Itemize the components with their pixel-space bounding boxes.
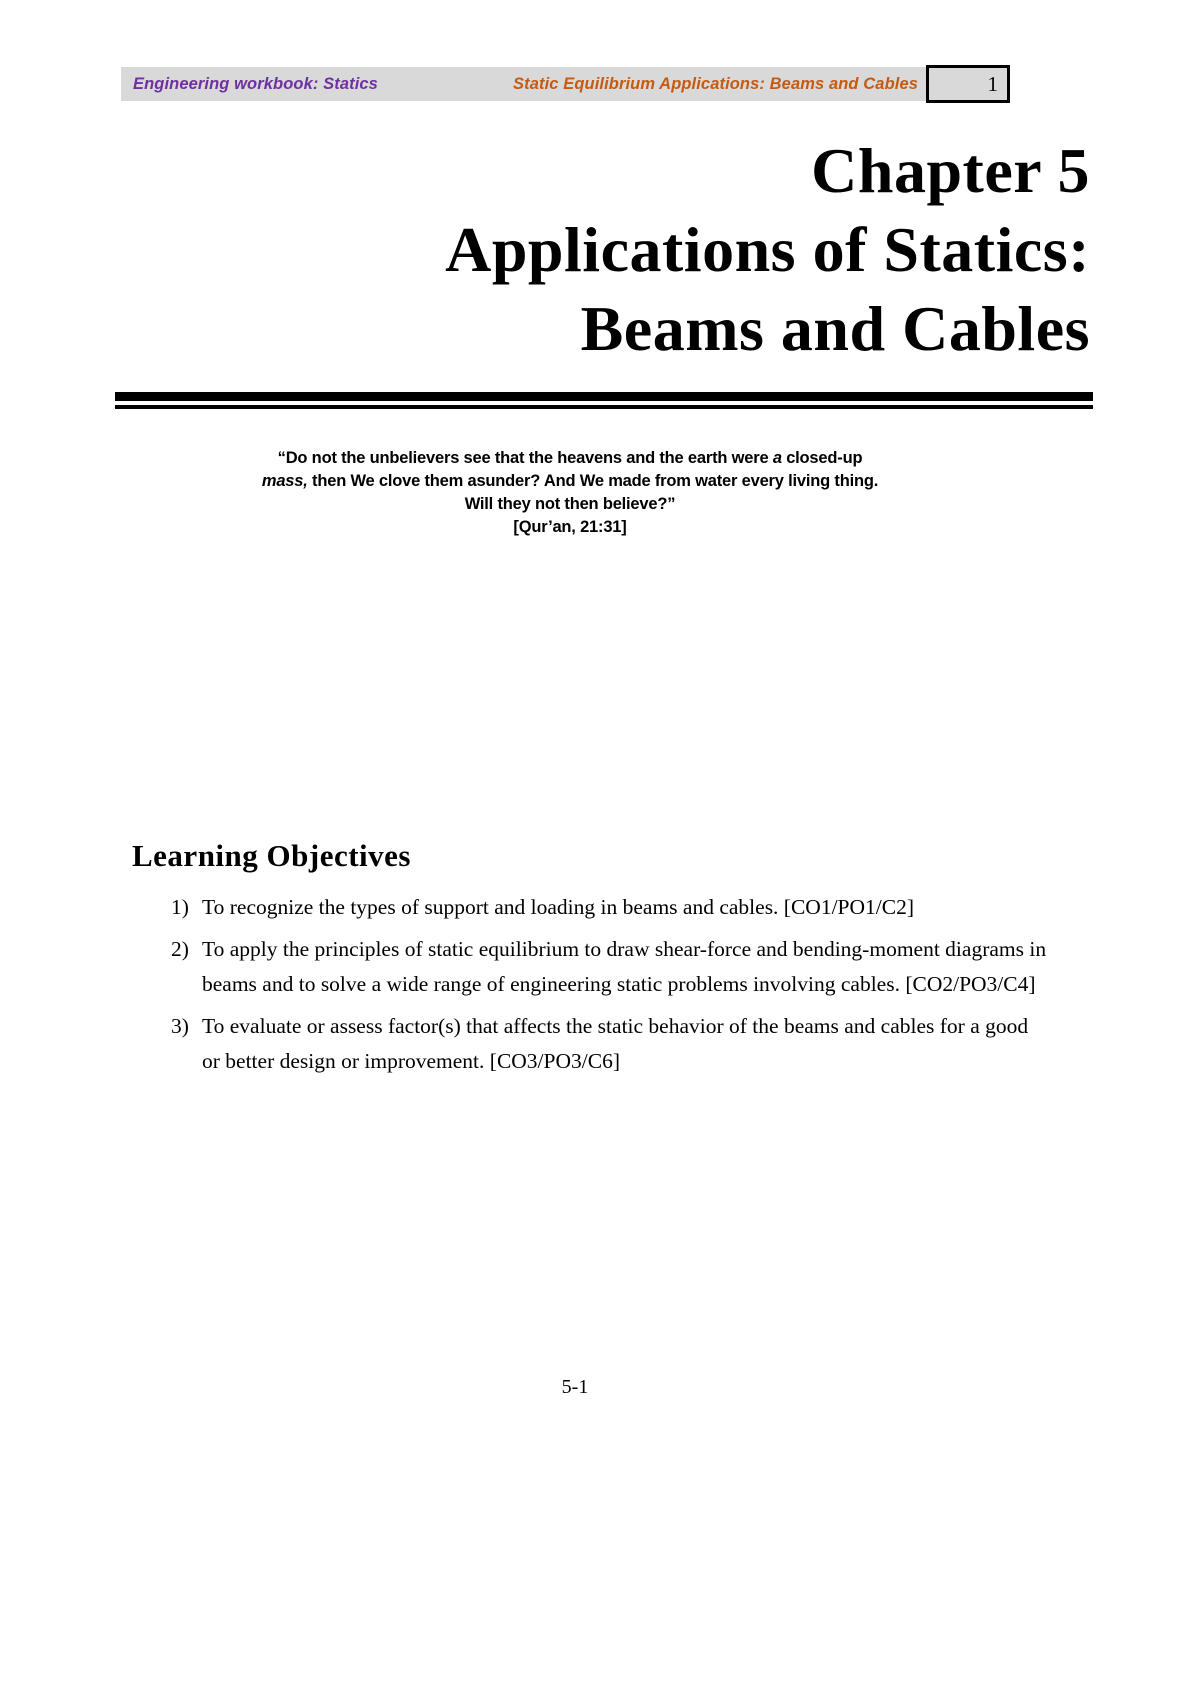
objectives-heading: Learning Objectives <box>132 838 411 873</box>
running-header <box>121 67 926 101</box>
title-line-1: Chapter 5 <box>811 135 1090 206</box>
objective-item <box>171 932 1051 1002</box>
quote-line: Will they not then believe?” <box>464 495 676 513</box>
objective-text: To evaluate or assess factor(s) that affects the static behavior of the beams and cables for a good or better design or improvement. [CO3/PO3/C6] <box>202 1014 1029 1073</box>
quote-citation: [Qur’an, 21:31] <box>513 518 627 536</box>
title-line-3: Beams and Cables <box>580 293 1090 364</box>
objective-number: 3) <box>171 1014 189 1038</box>
objectives-list <box>171 890 1051 1086</box>
page-number-box <box>926 65 1010 103</box>
header-workbook-title: Engineering workbook: Statics <box>133 74 378 93</box>
objective-item <box>171 890 1051 925</box>
objective-item <box>171 1009 1051 1079</box>
quran-quote <box>255 447 885 539</box>
title-line-2: Applications of Statics: <box>445 214 1090 285</box>
quote-lines <box>255 447 885 516</box>
objective-text: To recognize the types of support and loading in beams and cables. [CO1/PO1/C2] <box>202 895 915 919</box>
rule-thick-line <box>115 392 1093 401</box>
quote-line: “Do not the unbelievers see that the heavens and the earth were a closed-up <box>277 449 863 467</box>
rule-thin-line <box>115 405 1093 409</box>
objective-number: 2) <box>171 937 189 961</box>
objective-number: 1) <box>171 895 189 919</box>
quote-line: mass, then We clove them asunder? And We made from water every living thing. <box>261 472 879 490</box>
chapter-title <box>445 131 1090 368</box>
header-chapter-title: Static Equilibrium Applications: Beams and Cables <box>513 74 918 93</box>
objective-text: To apply the principles of static equilibrium to draw shear-force and bending-moment diagrams in beams and to solve a wide range of engineering static problems involving cables. [CO2/PO3/C4] <box>202 937 1047 996</box>
title-double-rule <box>115 392 1093 409</box>
footer-page-label: 5-1 <box>561 1376 589 1398</box>
page-number: 1 <box>987 71 998 96</box>
page-footer <box>0 1376 1150 1399</box>
